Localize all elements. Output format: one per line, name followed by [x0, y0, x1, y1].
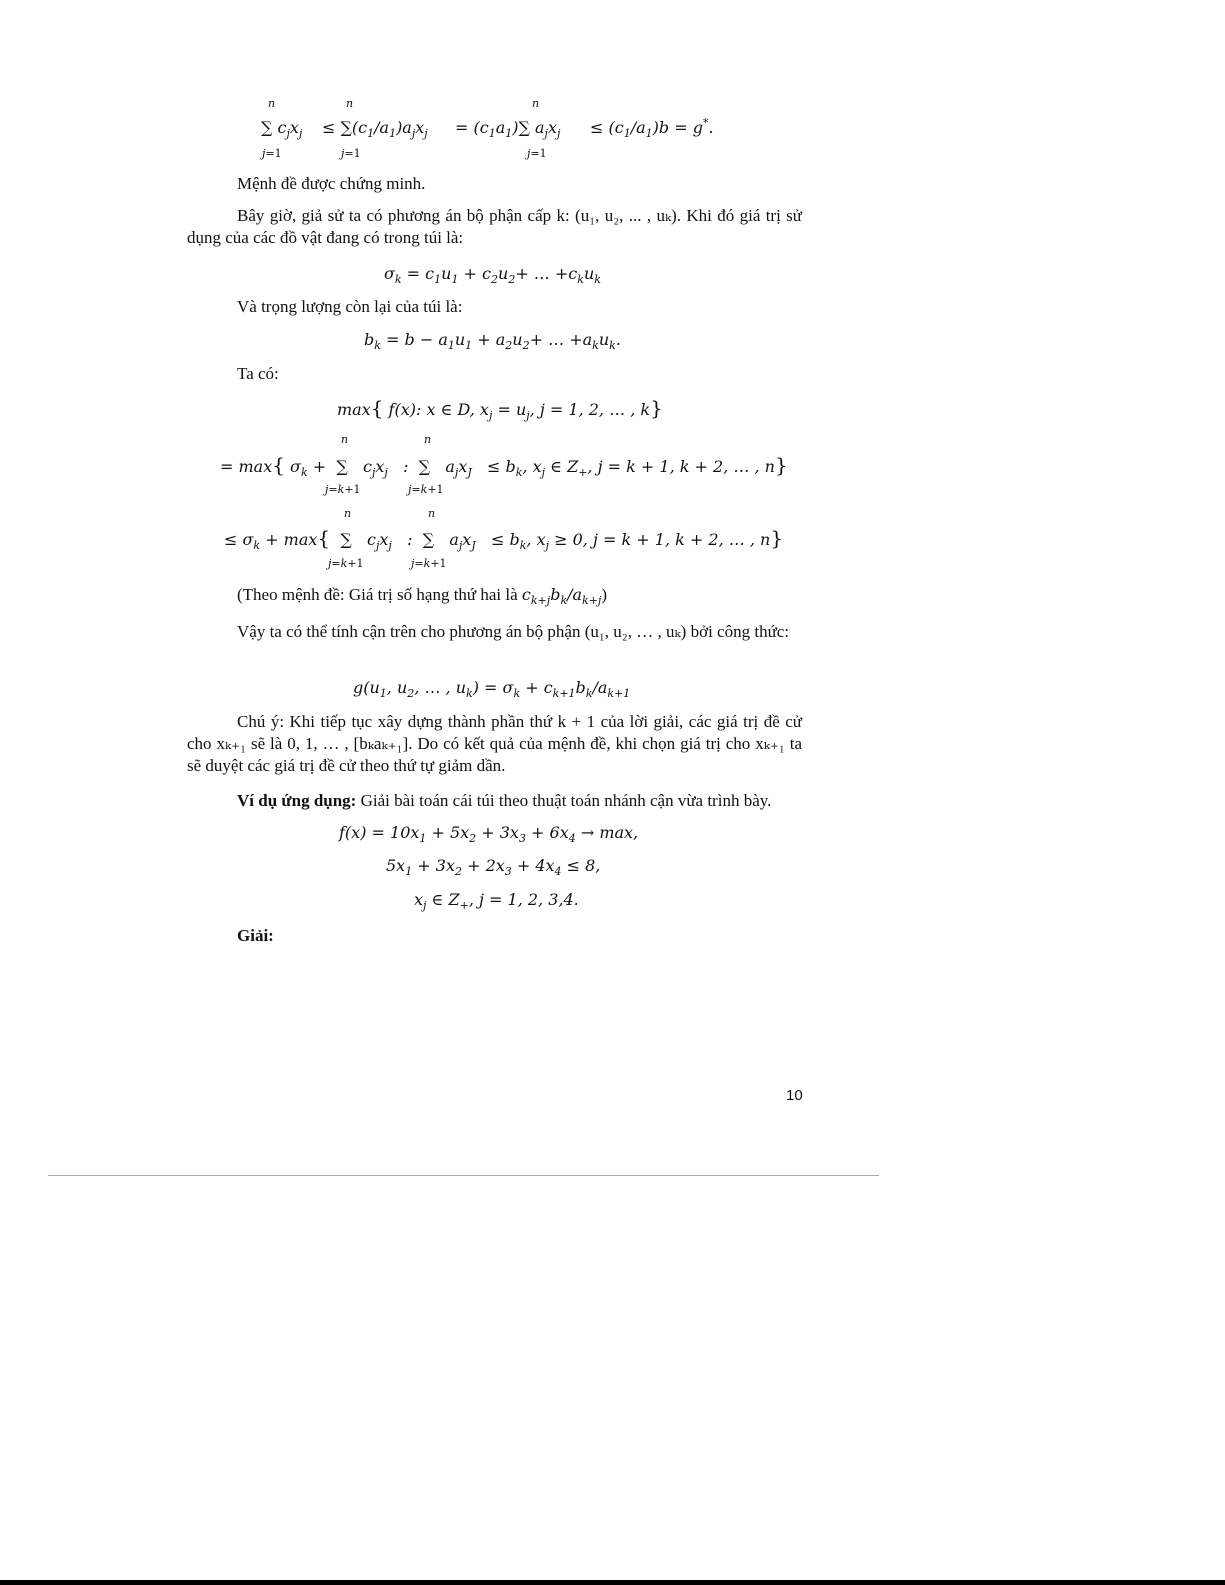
equation-domain: $x_j$ ∈ $Z_+$, j = 1, 2, 3,4.: [414, 890, 579, 913]
equation-max-1: max{ f(x): x ∈ D, $x_j = u_j$, j = 1, 2, … , k}: [337, 396, 663, 423]
equation-bk: $b_k = b - a_1u_1 + a_2u_2+$ … $+a_ku_k$.: [364, 330, 621, 353]
equation-g: $g(u_1$, $u_2$, … , $u_k) = \sigma_k + c_{k+1}b_k/a_{k+1}$: [353, 678, 631, 701]
solution-heading: Giải:: [237, 926, 274, 945]
paragraph-partial-solution: Bây giờ, giả sử ta có phương án bộ phận cấp k: (u₁, u₂, ... , uₖ). Khi đó giá trị sử dụng của các đồ vật đang có trong túi là:: [187, 206, 802, 247]
example-label: Ví dụ ứng dụng:: [237, 791, 357, 810]
bottom-edge: [0, 1580, 1225, 1585]
page-number: 10: [786, 1087, 803, 1104]
example-text: Giải bài toán cái túi theo thuật toán nhánh cận vừa trình bày.: [360, 791, 772, 810]
paragraph-example: [187, 790, 802, 812]
equation-constraint: $5x_1 + 3x_2 + 2x_3 + 4x_4 \le 8$,: [386, 856, 601, 879]
paragraph-second-term: (Theo mệnh đề: Giá trị số hạng thứ hai là $c_{k+j}b_k/a_{k+j}$): [237, 585, 608, 608]
paragraph-remaining-weight: Và trọng lượng còn lại của túi là:: [237, 297, 463, 316]
equation-objective: $f(x) = 10x_1 + 5x_2 + 3x_3 + 6x_4 \to \max$,: [339, 823, 639, 846]
paragraph-note: Chú ý: Khi tiếp tục xây dựng thành phần thứ k + 1 của lời giải, các giá trị đề cử cho xₖ₊₁ sẽ là 0, 1, … , [bₖaₖ₊₁]. Do có kết quả của mệnh đề, khi chọn giá trị cho xₖ₊₁ ta sẽ duyệt các giá trị đề cử theo thứ tự giảm dần.: [187, 712, 802, 775]
equation-sigma: $\sigma_k = c_1u_1 + c_2u_2+$ … $+c_ku_k$: [384, 264, 601, 287]
paragraph-proved: Mệnh đề được chứng minh.: [237, 174, 426, 193]
paragraph-upper-bound: Vậy ta có thể tính cận trên cho phương án bộ phận (u₁, u₂, … , uₖ) bởi công thức:: [237, 622, 790, 641]
paragraph-we-have: Ta có:: [237, 364, 279, 383]
page-divider: [48, 1175, 879, 1176]
